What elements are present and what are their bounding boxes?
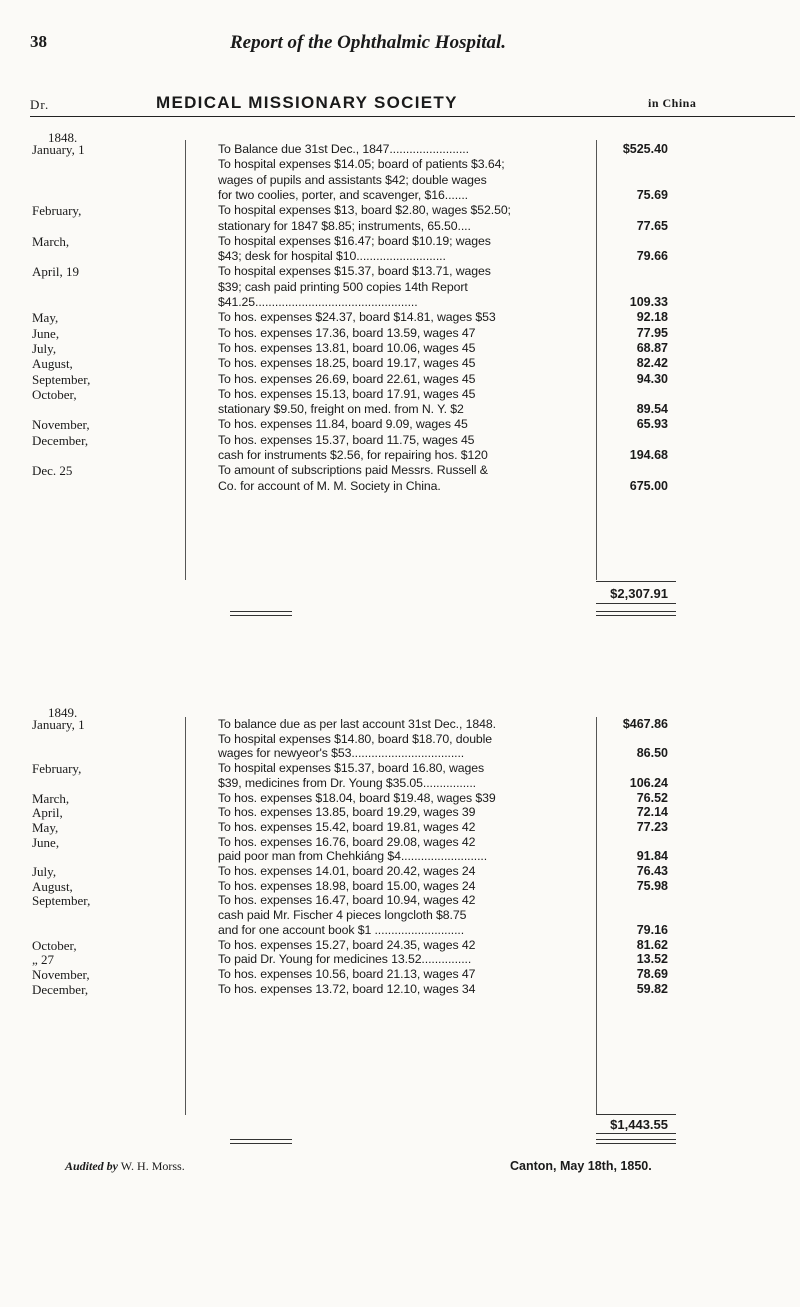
running-head [30, 32, 790, 54]
entry-text: To hos. expenses 18.25, board 19.17, wages 45 [218, 356, 476, 371]
entry-month: October, [32, 386, 77, 402]
total-rule [596, 581, 676, 582]
entry-month: Dec. 25 [32, 463, 73, 479]
entry-amount: 59.82 [636, 981, 668, 996]
entry-text: and for one account book $1 ........................... [218, 922, 465, 937]
entry-amount: 77.23 [636, 819, 668, 834]
entry-text: To hos. expenses 18.98, board 15.00, wages 24 [218, 878, 476, 893]
entry-month: November, [32, 417, 90, 433]
entry-amount: 79.16 [636, 922, 668, 937]
entry-text: To hos. expenses 15.13, board 17.91, wages 45 [218, 386, 476, 401]
entry-text: To hos. expenses 16.47, board 10.94, wages 42 [218, 893, 476, 908]
entry-month: April, [32, 805, 63, 821]
entry-text: To hospital expenses $15.37, board $13.71, wages [218, 264, 491, 279]
entry-text: stationary $9.50, freight on med. from N. Y. $2 [218, 402, 464, 417]
entry-text: To hos. expenses 14.01, board 20.42, wages 24 [218, 864, 476, 878]
entry-text: $39; cash paid printing 500 copies 14th Report [218, 279, 468, 294]
year-1849: 1849. [48, 705, 78, 720]
entry-text: cash for instruments $2.56, for repairing hos. $120 [218, 448, 488, 462]
entry-text: To hos. expenses 13.85, board 19.29, wages 39 [218, 805, 476, 820]
ledger-1849 [30, 705, 795, 1150]
entry-month: March, [32, 790, 70, 806]
entry-text: for two coolies, porter, and scavenger, $16....... [218, 187, 468, 202]
entry-amount: 81.62 [636, 937, 668, 952]
entry-amount: 77.95 [636, 325, 668, 340]
entry-text: To Balance due 31st Dec., 1847........................ [218, 142, 469, 156]
total-rule-lower [596, 1133, 676, 1134]
entry-text: To hos. expenses 11.84, board 9.09, wages 45 [218, 417, 468, 432]
total-1849: $1,443.55 [610, 1117, 668, 1132]
audit-note [65, 1159, 185, 1174]
entry-text: To hos. expenses 15.27, board 24.35, wages 42 [218, 937, 476, 952]
entry-text: To hos. expenses 16.76, board 29.08, wages 42 [218, 834, 476, 849]
debit-label: Dr. [30, 97, 50, 112]
entry-text: stationary for 1847 $8.85; instruments, 65.50.... [218, 218, 471, 233]
society-title: MEDICAL MISSIONARY SOCIETY [156, 93, 458, 112]
entry-text: To hos. expenses 15.42, board 19.81, wages 42 [218, 819, 476, 834]
entry-text: To balance due as per last account 31st Dec., 1848. [218, 717, 496, 731]
entry-text: To hospital expenses $14.05; board of patients $3.64; [218, 157, 505, 172]
entry-month: September, [32, 893, 91, 909]
end-rule [596, 615, 676, 616]
entry-month: July, [32, 864, 57, 879]
year-1848: 1848. [48, 130, 78, 145]
entry-text: To hos. expenses 15.37, board 11.75, wages 45 [218, 432, 475, 447]
entry-month: July, [32, 340, 57, 356]
entry-text: To hos. expenses 13.72, board 12.10, wages 34 [218, 981, 476, 996]
end-rule [596, 1139, 676, 1140]
total-rule-lower [596, 603, 676, 604]
column-rule [185, 140, 186, 580]
entry-month: December, [32, 981, 89, 997]
entry-text: To hos. expenses 17.36, board 13.59, wages 47 [218, 325, 476, 340]
page-number: 38 [30, 32, 47, 51]
entry-amount: 109.33 [629, 295, 668, 309]
audited-label: Audited by [65, 1159, 118, 1173]
entry-text: To hos. expenses $24.37, board $14.81, wages $53 [218, 310, 496, 325]
entry-month: June, [32, 325, 60, 341]
entry-text: cash paid Mr. Fischer 4 pieces longcloth $8.75 [218, 908, 467, 923]
header-rule [30, 116, 795, 117]
entry-amount: 76.52 [636, 790, 668, 805]
entry-amount: 72.14 [636, 805, 668, 820]
entry-amount: 13.52 [636, 952, 668, 967]
entry-text: wages of pupils and assistants $42; double wages [218, 172, 487, 187]
entry-text: To hos. expenses $18.04, board $19.48, wages $39 [218, 790, 496, 805]
entry-month: March, [32, 233, 70, 249]
end-rule [230, 1139, 292, 1140]
entry-amount: 89.54 [636, 402, 668, 417]
society-location: in China [648, 96, 697, 110]
total-rule [596, 1114, 676, 1115]
end-rule [230, 611, 292, 612]
entry-text: $39, medicines from Dr. Young $35.05................ [218, 775, 476, 790]
entry-month: April, 19 [32, 264, 79, 280]
entry-amount: 79.66 [636, 249, 668, 264]
entry-text: To hospital expenses $15.37, board 16.80, wages [218, 761, 485, 776]
journal-title: Report of the Ophthalmic Hospital. [230, 32, 507, 53]
entry-month: February, [32, 203, 82, 219]
place-date: Canton, May 18th, 1850. [510, 1159, 652, 1173]
entry-month: September, [32, 371, 91, 387]
entry-month: August, [32, 356, 73, 372]
entry-text: To hos. expenses 13.81, board 10.06, wages 45 [218, 340, 476, 355]
entry-month: December, [32, 432, 89, 448]
entry-amount: 78.69 [636, 966, 668, 981]
entry-amount: $467.86 [622, 717, 668, 731]
entry-amount: 75.98 [636, 878, 668, 893]
entry-month: January, 1 [32, 142, 85, 157]
entry-month: January, 1 [32, 717, 85, 732]
account-header [30, 93, 790, 115]
entry-month: October, [32, 937, 77, 953]
entry-text: paid poor man from Chehkiáng $4.......................... [218, 849, 488, 864]
end-rule [596, 1143, 676, 1144]
entry-month: February, [32, 761, 82, 777]
entry-amount: 94.30 [636, 371, 668, 386]
entry-text: Co. for account of M. M. Society in China. [218, 478, 441, 493]
entry-amount: 77.65 [636, 218, 668, 233]
end-rule [596, 611, 676, 612]
end-rule [230, 615, 292, 616]
entry-text: $41.25................................................. [218, 295, 418, 309]
entry-month: May, [32, 819, 59, 835]
entry-amount: 675.00 [629, 478, 668, 493]
entry-amount: 91.84 [636, 849, 668, 864]
entry-month: „ 27 [32, 952, 55, 968]
entry-amount: 75.69 [636, 187, 668, 202]
entry-text: wages for newyeor's $53.................................. [218, 746, 465, 761]
column-rule [185, 717, 186, 1115]
entry-amount: 86.50 [636, 746, 668, 761]
entry-text: To amount of subscriptions paid Messrs. Russell & [218, 463, 488, 478]
entry-month: August, [32, 878, 73, 894]
ledger-1848 [30, 130, 795, 635]
entry-text: To hospital expenses $13, board $2.80, wages $52.50; [218, 203, 511, 218]
entry-amount: 92.18 [636, 310, 668, 325]
entry-text: To paid Dr. Young for medicines 13.52............... [218, 952, 472, 967]
entry-text: To hos. expenses 10.56, board 21.13, wages 47 [218, 966, 476, 981]
entry-text: To hos. expenses 26.69, board 22.61, wages 45 [218, 371, 476, 386]
entry-amount: 76.43 [636, 864, 668, 878]
entry-month: June, [32, 834, 60, 850]
entry-text: $43; desk for hospital $10........................... [218, 249, 446, 264]
entry-month: May, [32, 310, 59, 326]
auditor-name: W. H. Morss. [120, 1159, 185, 1173]
entry-amount: $525.40 [622, 142, 668, 156]
entry-month: November, [32, 966, 90, 982]
entry-text: To hospital expenses $16.47; board $10.19; wages [218, 233, 491, 248]
entry-amount: 82.42 [636, 356, 668, 371]
entry-text: To hospital expenses $14.80, board $18.70, double [218, 731, 493, 746]
entry-amount: 68.87 [636, 340, 668, 355]
entry-amount: 65.93 [636, 417, 668, 432]
end-rule [230, 1143, 292, 1144]
entry-amount: 106.24 [629, 775, 668, 790]
entry-amount: 194.68 [629, 448, 668, 462]
total-1848: $2,307.91 [610, 586, 668, 601]
